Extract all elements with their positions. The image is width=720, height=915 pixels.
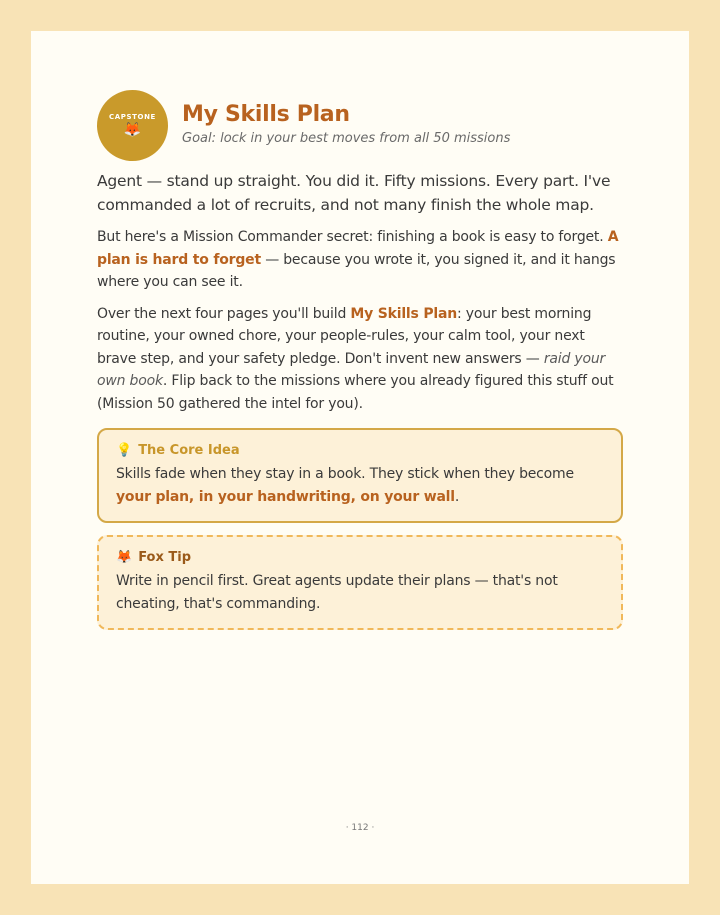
page <box>31 31 689 884</box>
fox-tip-box <box>97 535 623 630</box>
page-number: · 112 · <box>345 823 375 833</box>
capstone-badge <box>97 90 168 161</box>
highlight-text: your plan, in your handwriting, on your wall <box>116 488 455 505</box>
paragraph-text: — because you wrote it, you signed it, and it hangs where you can see it. <box>97 251 616 290</box>
core-idea-title: The Core Idea <box>138 443 240 458</box>
core-idea-text <box>116 463 604 508</box>
paragraph-text: But here's a Mission Commander secret: finishing a book is easy to forget. <box>97 229 608 245</box>
fox-tip-text: Write in pencil first. Great agents update their plans — that's not cheating, that's commanding. <box>116 573 558 612</box>
page-header <box>97 89 623 161</box>
badge-label: CAPSTONE <box>109 112 156 121</box>
title-block <box>182 102 510 145</box>
paragraph-text: : your best morning routine, your owned chore, your people-rules, your calm tool, your next brave step, and your safety pledge. Don't invent new answers — <box>97 305 592 367</box>
paragraph-text: Over the next four pages you'll build <box>97 305 351 322</box>
lightbulb-icon: 💡 <box>116 443 133 458</box>
lead-paragraph: Agent — stand up straight. You did it. Fifty missions. Every part. I've commanded a lot of recruits, and not many finish the whole map. <box>97 172 611 214</box>
page-content <box>97 89 623 630</box>
core-idea-box <box>97 428 623 523</box>
emphasis-text: raid your own book <box>97 350 606 389</box>
fox-icon: 🦊 <box>116 550 133 565</box>
core-idea-header <box>116 443 604 458</box>
fox-icon: 🦊 <box>123 121 142 138</box>
fox-tip-header <box>116 550 604 565</box>
page-goal: Goal: lock in your best moves from all 50 missions <box>182 130 511 146</box>
page-title: My Skills Plan <box>182 102 350 128</box>
box-text: . <box>454 488 460 505</box>
paragraph-secret <box>97 226 623 294</box>
highlight-text: My Skills Plan <box>350 305 457 322</box>
paragraph-plan <box>97 303 623 416</box>
paragraph-text: . Flip back to the missions where you already figured this stuff out (Mission 50 gathered the intel for you). <box>97 373 614 412</box>
highlight-text: A plan is hard to forget <box>97 229 619 268</box>
box-text: Skills fade when they stay in a book. They stick when they become <box>116 466 574 482</box>
fox-tip-title: Fox Tip <box>138 550 192 565</box>
